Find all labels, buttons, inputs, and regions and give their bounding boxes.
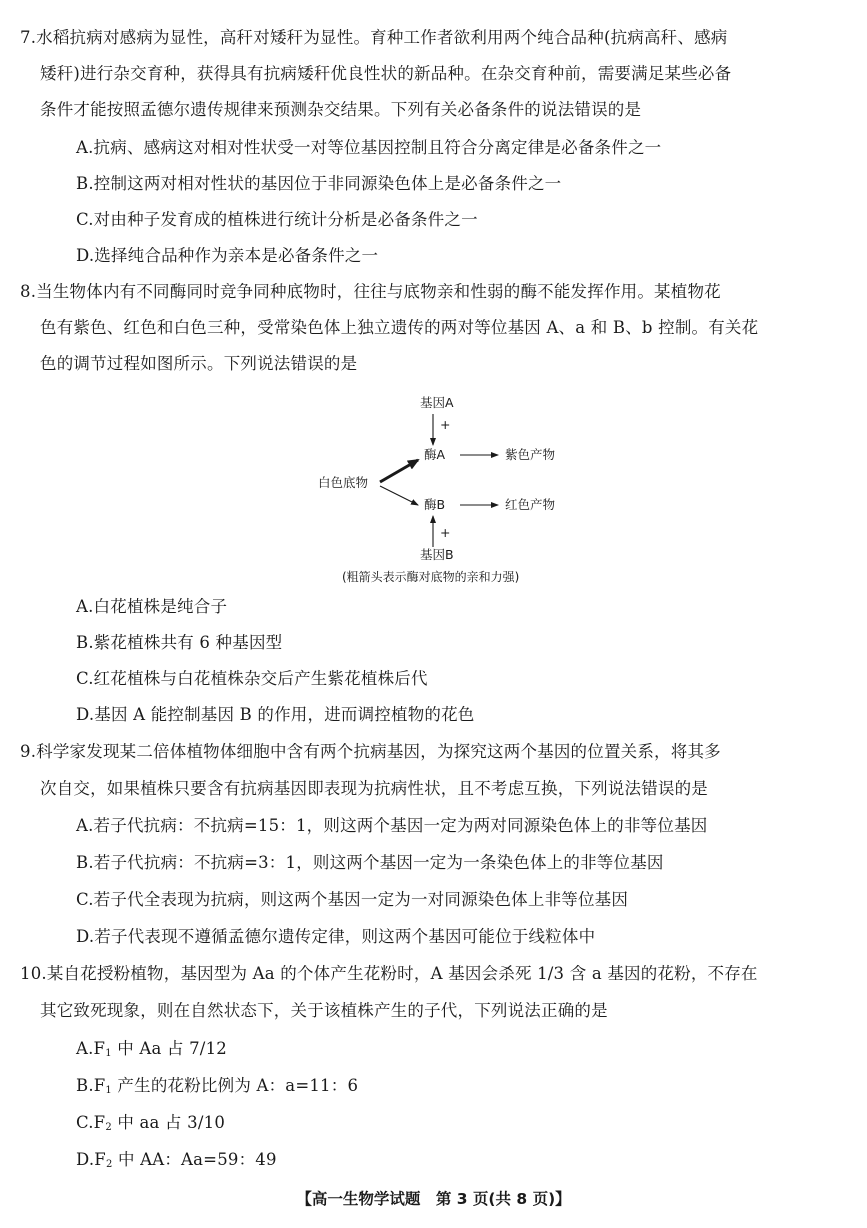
q8-option-a: A.白花植株是纯合子 <box>76 597 228 616</box>
q8-option-c: C.红花植株与白花植株杂交后产生紫花植株后代 <box>76 669 428 688</box>
q10-option-b-prefix: B.F <box>76 1076 106 1095</box>
q8-option-b: B.紫花植株共有 6 种基因型 <box>76 633 283 652</box>
q9-stem-line-2: 次自交，如果植株只要含有抗病基因即表现为抗病性状，且不考虑互换，下列说法错误的是 <box>40 779 708 798</box>
q7-option-a: A.抗病、感病这对相对性状受一对等位基因控制且符合分离定律是必备条件之一 <box>76 138 662 157</box>
q10-option-a-text: 中 Aa 占 7/12 <box>111 1039 227 1058</box>
q10-stem-line-2: 其它致死现象，则在自然状态下，关于该植株产生的子代，下列说法正确的是 <box>40 1001 608 1020</box>
q8-stem-line-2: 色有紫色、红色和白色三种，受常染色体上独立遗传的两对等位基因 A、a 和 B、b 控制。有关花 <box>40 318 759 337</box>
q9-option-d: D.若子代表现不遵循孟德尔遗传定律，则这两个基因可能位于线粒体中 <box>76 927 596 946</box>
q7-option-d: D.选择纯合品种作为亲本是必备条件之一 <box>76 246 379 265</box>
q9-option-a: A.若子代抗病：不抗病=15：1，则这两个基因一定为两对同源染色体上的非等位基因 <box>76 816 708 835</box>
q8-stem-line-3: 色的调节过程如图所示。下列说法错误的是 <box>40 354 358 373</box>
q7-stem-line-3: 条件才能按照孟德尔遗传规律来预测杂交结果。下列有关必备条件的说法错误的是 <box>40 100 642 119</box>
white-substrate-label: 白色底物 <box>318 475 369 490</box>
q10-option-d-sub: 2 <box>105 1159 113 1170</box>
purple-product-label: 紫色产物 <box>505 447 556 462</box>
q9-stem-line-1: 9.科学家发现某二倍体植物体细胞中含有两个抗病基因，为探究这两个基因的位置关系，将其多 <box>20 742 721 761</box>
diagram-caption: (粗箭头表示酶对底物的亲和力强) <box>342 570 520 584</box>
q10-option-a-sub: 1 <box>105 1048 112 1059</box>
q9-option-c: C.若子代全表现为抗病，则这两个基因一定为一对同源染色体上非等位基因 <box>76 890 629 909</box>
plus-b-label: + <box>440 525 451 540</box>
q10-option-b-text: 产生的花粉比例为 A：a=11：6 <box>111 1076 359 1095</box>
enzyme-pathway-diagram <box>300 392 590 592</box>
q10-option-d <box>76 1148 277 1177</box>
q7-option-b: B.控制这两对相对性状的基因位于非同源染色体上是必备条件之一 <box>76 174 562 193</box>
q9-option-b: B.若子代抗病：不抗病=3：1，则这两个基因一定为一条染色体上的非等位基因 <box>76 853 664 872</box>
q7-stem-line-2: 矮秆)进行杂交育种，获得具有抗病矮秆优良性状的新品种。在杂交育种前，需要满足某些必备 <box>40 64 732 83</box>
enzyme-a-label: 酶A <box>424 447 446 462</box>
q10-option-b <box>76 1074 358 1103</box>
enzyme-b-label: 酶B <box>424 497 446 512</box>
q10-option-d-prefix: D.F <box>76 1150 106 1169</box>
gene-a-label: 基因A <box>420 395 454 410</box>
q10-option-a <box>76 1037 227 1066</box>
plus-a-label: + <box>440 417 451 432</box>
q8-option-d: D.基因 A 能控制基因 B 的作用，进而调控植物的花色 <box>76 705 475 724</box>
q10-option-c <box>76 1111 225 1140</box>
gene-b-label: 基因B <box>420 547 454 562</box>
q10-option-d-text: 中 AA：Aa=59：49 <box>112 1150 277 1169</box>
red-product-label: 红色产物 <box>505 497 556 512</box>
q10-option-a-prefix: A.F <box>76 1039 106 1058</box>
page-footer: 【高一生物学试题 第 3 页(共 8 页)】 <box>296 1190 571 1208</box>
thin-arrow-enzyme-b <box>380 486 418 505</box>
q10-stem-line-1: 10.某自花授粉植物，基因型为 Aa 的个体产生花粉时，A 基因会杀死 1/3 含 a 基因的花粉，不存在 <box>20 964 758 983</box>
bold-arrow-enzyme-a <box>380 460 418 482</box>
q7-stem-line-1: 7.水稻抗病对感病为显性，高秆对矮秆为显性。育种工作者欲利用两个纯合品种(抗病高秆、感病 <box>20 28 728 47</box>
q10-option-b-sub: 1 <box>105 1085 112 1096</box>
q10-option-c-prefix: C.F <box>76 1113 106 1132</box>
q7-option-c: C.对由种子发育成的植株进行统计分析是必备条件之一 <box>76 210 478 229</box>
q8-stem-line-1: 8.当生物体内有不同酶同时竞争同种底物时，往往与底物亲和性弱的酶不能发挥作用。某植物花 <box>20 282 721 301</box>
q10-option-c-text: 中 aa 占 3/10 <box>111 1113 226 1132</box>
q10-option-c-sub: 2 <box>105 1122 112 1133</box>
